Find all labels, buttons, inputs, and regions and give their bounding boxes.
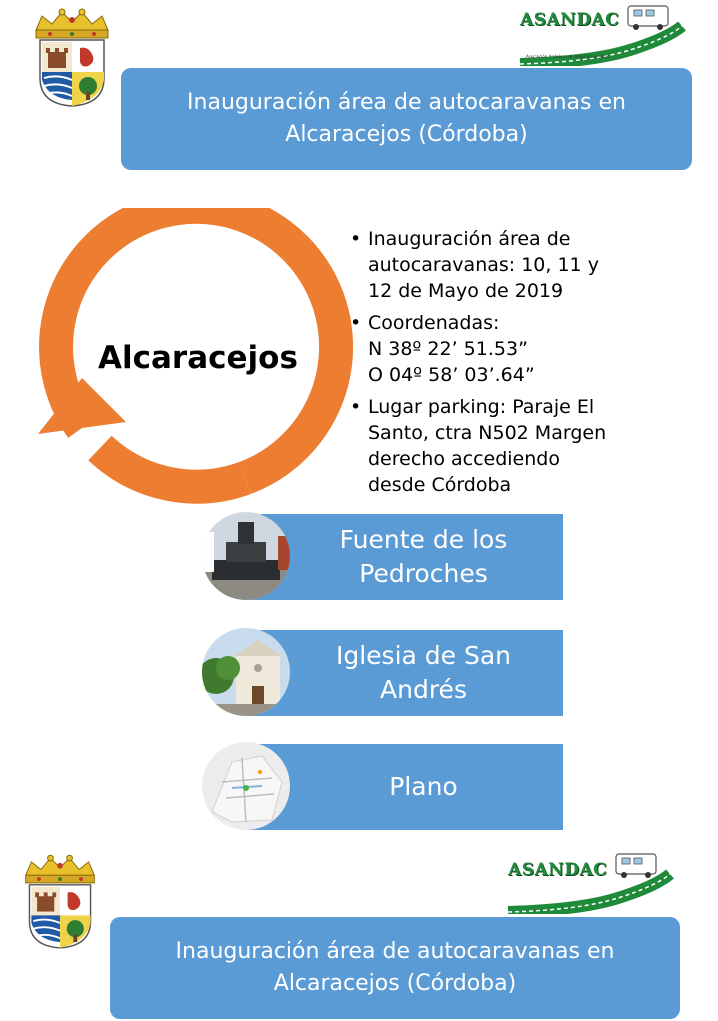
asandac-logo [512, 4, 688, 66]
footer-banner [110, 917, 680, 1019]
map-photo-icon[interactable] [202, 742, 290, 830]
logo-text: ASANDAC [520, 10, 620, 30]
header-banner [121, 68, 692, 170]
header-banner-text: Inauguración área de autocaravanas en Alcaracejos (Córdoba) [187, 90, 626, 147]
info-item-coordinates: • Coordenadas: N 38º 22’ 51.53” O 04º 58’ 03’.64” [350, 310, 680, 388]
place-box-fountain[interactable]: Fuente de los Pedroches [244, 514, 563, 600]
fountain-photo-icon[interactable] [202, 512, 290, 600]
center-label: Alcaracejos [98, 340, 298, 376]
asandac-footer-logo [500, 852, 676, 914]
info-list [350, 226, 680, 504]
church-photo-icon[interactable] [202, 628, 290, 716]
town-crest-icon [28, 8, 116, 108]
info-item-dates: • Inauguración área de autocaravanas: 10, 11 y 12 de Mayo de 2019 [350, 226, 680, 304]
logo-subtext: Asociación Andaluza de Autocaravanistas [526, 54, 610, 59]
town-crest-footer-icon [18, 854, 102, 950]
info-item-parking: • Lugar parking: Paraje El Santo, ctra N502 Margen derecho accediendo desde Córdoba [350, 394, 680, 498]
footer-logo-text: ASANDAC [508, 860, 608, 880]
footer-banner-text: Inauguración área de autocaravanas en Alcaracejos (Córdoba) [175, 939, 615, 996]
place-box-church[interactable]: Iglesia de San Andrés [244, 630, 563, 716]
place-box-map[interactable]: Plano [244, 744, 563, 830]
